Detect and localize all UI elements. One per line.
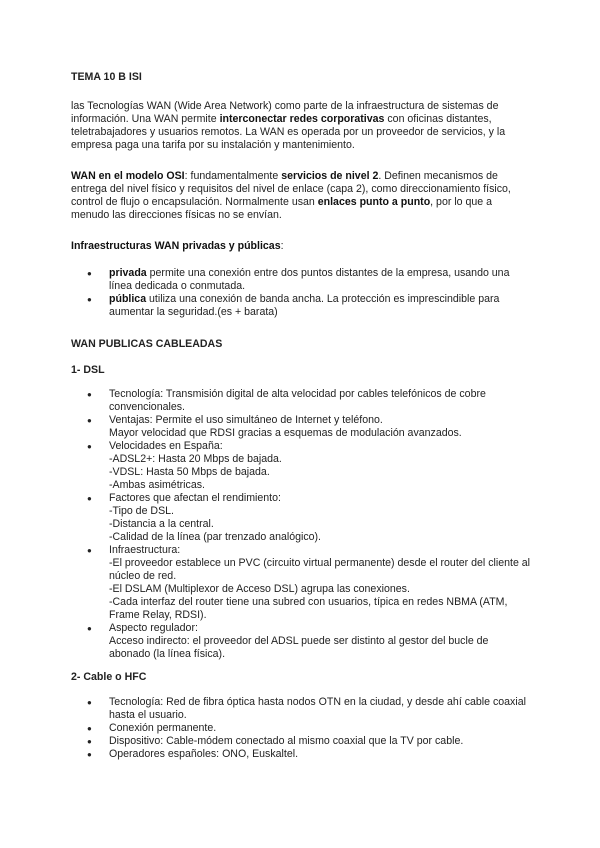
dsl-line: ● Ventajas: Permite el uso simultáneo de Internet y teléfono. <box>109 414 383 426</box>
dsl-line: -El DSLAM (Multiplexor de Acceso DSL) agrupa las conexiones. <box>109 583 410 595</box>
list-item <box>71 388 531 414</box>
dsl-line: ● Factores que afectan el rendimiento: <box>109 492 281 504</box>
list-item <box>71 414 531 440</box>
osi-text-1: : fundamentalmente <box>184 170 282 182</box>
list-item: ● Conexión permanente. <box>71 722 531 735</box>
osi-bold-2: servicios de nivel 2 <box>281 170 379 182</box>
list-item <box>71 622 531 661</box>
list-item <box>71 267 531 293</box>
osi-bold-1: WAN en el modelo OSI <box>71 170 185 182</box>
dsl-line: -Calidad de la línea (par trenzado analógico). <box>109 531 322 543</box>
dsl-line: ● Infraestructura: <box>109 544 181 556</box>
intro-text-2: con oficinas distantes, teletrabajadores y usuarios remotos. La WAN es operada por un proveedor de servicios, y la empresa paga una tarifa por su instalación y mantenimiento. <box>71 113 506 151</box>
dsl-line: -ADSL2+: Hasta 20 Mbps de bajada. <box>109 453 282 465</box>
dsl-line: ● Velocidades en España: <box>109 440 223 452</box>
wan-section-title: WAN PUBLICAS CABLEADAS <box>71 338 223 350</box>
dsl-list <box>71 388 531 661</box>
infra-item-bold: privada <box>109 267 147 279</box>
cable-heading: 2- Cable o HFC <box>71 671 147 683</box>
infra-item-text: permite una conexión entre dos puntos distantes de la empresa, usando una línea dedicada o conmutada. <box>109 267 510 292</box>
cable-list <box>71 696 531 761</box>
dsl-line: Mayor velocidad que RDSI gracias a esquemas de modulación avanzados. <box>109 427 462 439</box>
infra-heading-text: Infraestructuras WAN privadas y públicas <box>71 240 281 252</box>
dsl-line: -Distancia a la central. <box>109 518 214 530</box>
dsl-line: -El proveedor establece un PVC (circuito virtual permanente) desde el router del cliente al núcleo de red. <box>109 557 531 582</box>
dsl-line: -Cada interfaz del router tiene una subred con usuarios, típica en redes NBMA (ATM, Frame Relay, RDSI). <box>109 596 508 621</box>
list-item <box>71 293 531 319</box>
osi-bold-3: enlaces punto a punto <box>317 196 431 208</box>
dsl-line: Tecnología: Transmisión digital de alta velocidad por cables telefónicos de cobre convencionales. <box>109 388 486 413</box>
osi-text-2: . Definen mecanismos de entrega del nivel físico y requisitos del nivel de enlace (capa 2), como direccionamiento físico, control de flujo o encapsulación. Normalmente usan <box>71 170 511 208</box>
infra-list <box>71 267 531 319</box>
doc-title: TEMA 10 B ISI <box>71 71 142 83</box>
infra-heading <box>71 240 531 253</box>
intro-paragraph <box>71 100 531 152</box>
list-item: ● Dispositivo: Cable-módem conectado al mismo coaxial que la TV por cable. <box>71 735 531 748</box>
intro-bold-1: interconectar redes corporativas <box>219 113 385 125</box>
list-item <box>71 440 531 492</box>
intro-text-1: las Tecnologías WAN (Wide Area Network) como parte de la infraestructura de sistemas de información. Una WAN permite <box>71 100 499 125</box>
infra-item-bold: pública <box>109 293 147 305</box>
dsl-line: ● Aspecto regulador: <box>109 622 198 634</box>
infra-item-text: utiliza una conexión de banda ancha. La protección es imprescindible para aumentar la seguridad.(es + barata) <box>109 293 500 318</box>
osi-text-3: , por lo que a menudo las direcciones físicas no se envían. <box>71 196 493 221</box>
list-item: ● Tecnología: Red de fibra óptica hasta nodos OTN en la ciudad, y desde ahí cable coaxial hasta el usuario. <box>71 696 531 722</box>
dsl-line: -Ambas asimétricas. <box>109 479 205 491</box>
list-item <box>71 492 531 544</box>
dsl-line: -Tipo de DSL. <box>109 505 174 517</box>
osi-paragraph <box>71 170 531 222</box>
list-item: ● Operadores españoles: ONO, Euskaltel. <box>71 748 531 761</box>
list-item <box>71 544 531 622</box>
dsl-heading: 1- DSL <box>71 364 105 376</box>
dsl-line: -VDSL: Hasta 50 Mbps de bajada. <box>109 466 270 478</box>
dsl-line: Acceso indirecto: el proveedor del ADSL puede ser distinto al gestor del bucle de abonado (la línea física). <box>109 635 489 660</box>
infra-heading-colon: : <box>280 240 284 252</box>
